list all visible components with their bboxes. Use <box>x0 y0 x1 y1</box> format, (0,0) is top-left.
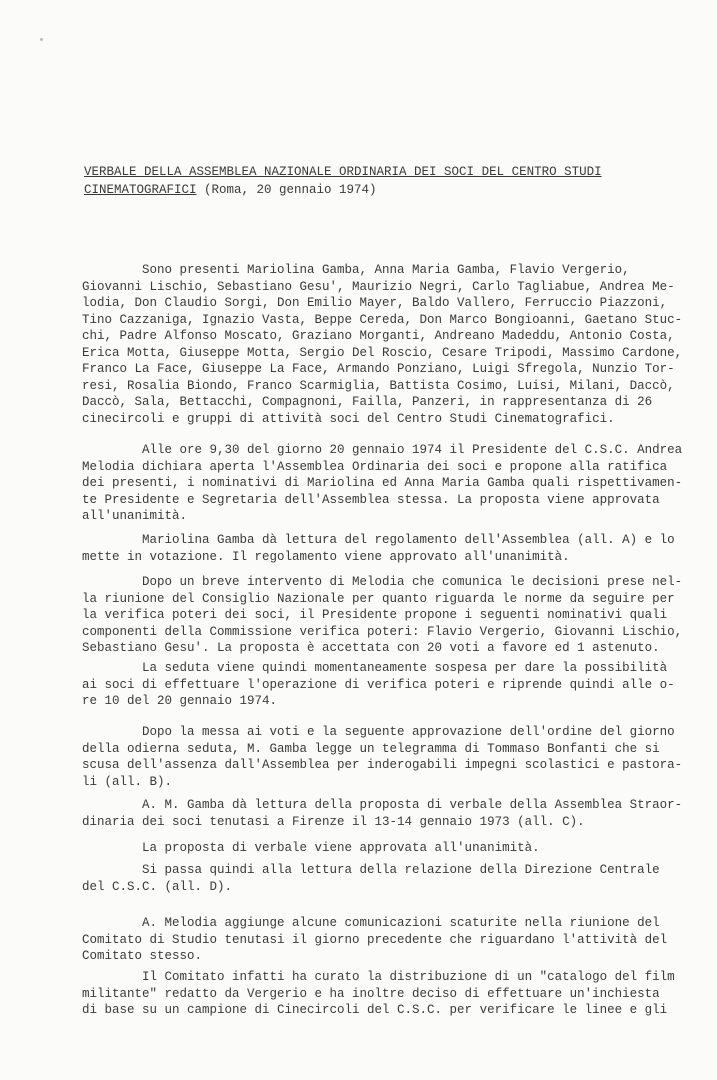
paragraph <box>82 532 702 565</box>
text-line: la riunione del Consiglio Nazionale per quanto riguarda le norme da seguire per <box>82 591 675 606</box>
paragraph <box>82 442 702 525</box>
text-line: scusa dell'assenza dall'Assemblea per inderogabili impegni scolastici e pastora- <box>82 758 683 772</box>
text-line: lodia, Don Claudio Sorgi, Don Emilio Mayer, Baldo Vallero, Ferruccio Piazzoni, <box>82 296 668 310</box>
text-line: Comitato di Studio tenutasi il giorno precedente che riguardano l'attività del <box>82 932 668 947</box>
text-line: Melodia dichiara aperta l'Assemblea Ordinaria dei soci e propone alla ratifica <box>82 459 668 474</box>
document-title <box>84 163 602 199</box>
text-line: A. Melodia aggiunge alcune comunicazioni scaturite nella riunione del <box>82 916 660 930</box>
paragraph <box>82 915 702 965</box>
text-line: Giovanni Lischio, Sebastiano Gesu', Maurizio Negri, Carlo Tagliabue, Andrea Me- <box>82 279 675 294</box>
text-line: componenti della Commissione verifica poteri: Flavio Vergerio, Giovanni Lischio, <box>82 624 683 639</box>
title-line-2: CINEMATOGRAFICI <box>84 183 197 197</box>
text-line: Erica Motta, Giuseppe Motta, Sergio Del Roscio, Cesare Tripodi, Massimo Cardone, <box>82 345 683 360</box>
text-line: te Presidente e Segretaria dell'Assemblea stessa. La proposta viene approvata <box>82 492 660 507</box>
text-line: Sono presenti Mariolina Gamba, Anna Maria Gamba, Flavio Vergerio, <box>82 263 630 277</box>
paragraph <box>82 969 702 1019</box>
text-line: Daccò, Sala, Bettacchi, Compagnoni, Failla, Panzeri, in rappresentanza di 26 <box>82 395 653 409</box>
text-line: cinecircoli e gruppi di attività soci del Centro Studi Cinematografici. <box>82 411 615 426</box>
text-line: Il Comitato infatti ha curato la distribuzione di un "catalogo del film <box>82 970 675 984</box>
text-line: A. M. Gamba dà lettura della proposta di verbale della Assemblea Straor- <box>82 798 683 812</box>
paper-speck <box>40 38 43 41</box>
paragraph <box>82 262 702 427</box>
text-line: della odierna seduta, M. Gamba legge un telegramma di Tommaso Bonfanti che si <box>82 741 660 756</box>
paragraph <box>82 797 702 830</box>
text-line: militante" redatto da Vergerio e ha inoltre deciso di effettuare un'inchiesta <box>82 986 660 1001</box>
text-line: mette in votazione. Il regolamento viene approvato all'unanimità. <box>82 549 570 564</box>
text-line: Tino Cazzaniga, Ignazio Vasta, Beppe Cereda, Don Marco Bongioanni, Gaetano Stuc- <box>82 312 683 327</box>
text-line: all'unanimità. <box>82 509 188 523</box>
title-line-1: VERBALE DELLA ASSEMBLEA NAZIONALE ORDINARIA DEI SOCI DEL CENTRO STUDI <box>84 165 602 179</box>
text-line: Franco La Face, Giuseppe La Face, Armando Ponziano, Luigi Sfregola, Nunzio Tor- <box>82 362 675 376</box>
paragraph <box>82 660 702 710</box>
text-line: dinaria dei soci tenutasi a Firenze il 13-14 gennaio 1973 (all. C). <box>82 814 585 829</box>
text-line: la verifica poteri dei soci, il Presidente propone i seguenti nominativi quali <box>82 608 668 622</box>
text-line: di base su un campione di Cinecircoli del C.S.C. per verificare le linee e gli <box>82 1003 668 1017</box>
paragraph <box>82 724 702 790</box>
text-line: La seduta viene quindi momentaneamente sospesa per dare la possibilità <box>82 661 668 675</box>
title-place-date: (Roma, 20 gennaio 1974) <box>196 183 377 197</box>
text-line: La proposta di verbale viene approvata all'unanimità. <box>82 841 540 855</box>
text-line: Comitato stesso. <box>82 949 203 963</box>
text-line: dei presenti, i nominativi di Mariolina ed Anna Maria Gamba quali rispettivamen- <box>82 476 683 490</box>
text-line: re 10 del 20 gennaio 1974. <box>82 694 278 708</box>
text-line: Mariolina Gamba dà lettura del regolamento dell'Assemblea (all. A) e lo <box>82 533 675 547</box>
text-line: li (all. B). <box>82 774 173 789</box>
text-line: Dopo un breve intervento di Melodia che comunica le decisioni prese nel- <box>82 575 683 589</box>
text-line: ai soci di effettuare l'operazione di verifica poteri e riprende quindi alle o- <box>82 677 675 692</box>
paragraph <box>82 862 702 895</box>
text-line: del C.S.C. (all. D). <box>82 879 233 894</box>
text-line: resi, Rosalia Biondo, Franco Scarmiglia, Battista Cosimo, Luisi, Milani, Daccò, <box>82 378 675 393</box>
text-line: Dopo la messa ai voti e la seguente approvazione dell'ordine del giorno <box>82 725 675 739</box>
text-line: Alle ore 9,30 del giorno 20 gennaio 1974 il Presidente del C.S.C. Andrea <box>82 443 683 457</box>
text-line: Si passa quindi alla lettura della relazione della Direzione Centrale <box>82 863 660 877</box>
text-line: chi, Padre Alfonso Moscato, Graziano Morganti, Andreano Madeddu, Antonio Costa, <box>82 329 675 343</box>
paragraph <box>82 574 702 657</box>
text-line: Sebastiano Gesu'. La proposta è accettata con 20 voti a favore ed 1 astenuto. <box>82 641 660 655</box>
paragraph <box>82 840 702 857</box>
